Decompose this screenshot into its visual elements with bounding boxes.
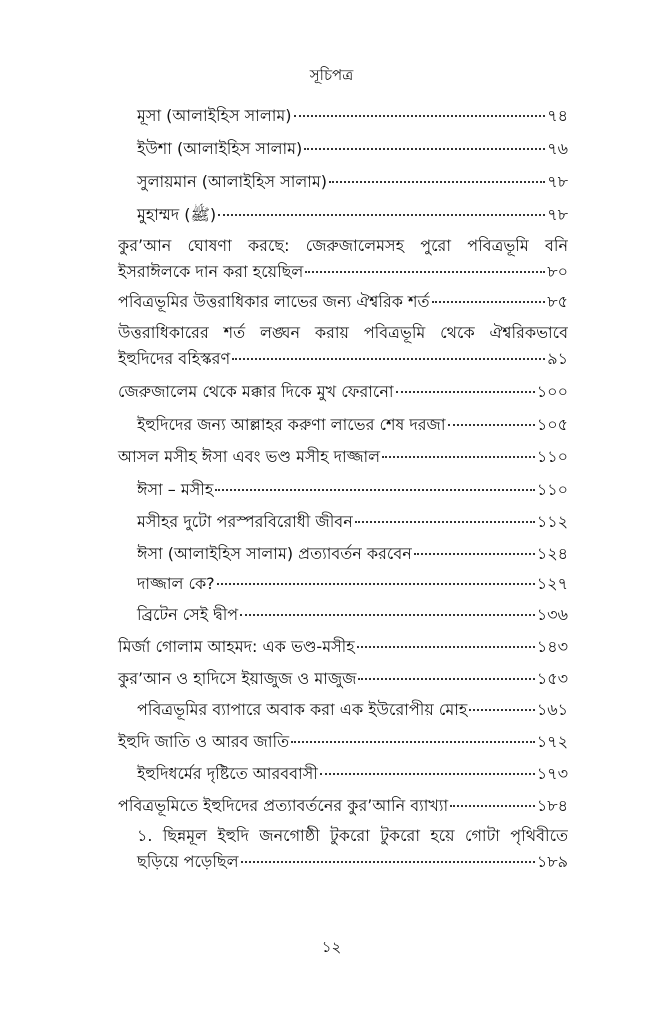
toc-entry-title: মির্জা গোলাম আহমদ: এক ভণ্ড-মসীহ: [118, 637, 355, 656]
toc-entry: [118, 379, 568, 405]
toc-entry-title: ইহুদিদের বহিস্করণ: [118, 349, 231, 368]
toc-entry-page: ৭৮: [547, 205, 568, 224]
toc-entry-page: ৭৪: [547, 106, 568, 125]
toc-entry-title: কুর’আন ও হাদিসে ইয়াজুজ ও মাজুজ: [118, 669, 357, 688]
leader-dots: [215, 489, 535, 491]
toc-entry-page: ১২৪: [536, 544, 568, 563]
leader-dots: [469, 709, 535, 711]
leader-dots: [414, 553, 535, 555]
toc-entry-title: ঈসা (আলাইহিস সালাম) প্রত্যাবর্তন করবেন: [137, 544, 412, 563]
toc-entry-page: ১১০: [536, 480, 568, 499]
leader-dots: [329, 181, 545, 183]
toc-entry: [118, 666, 568, 692]
toc-entry-title: পবিত্রভূমির উত্তরাধিকার লাভের জন্য ঐশ্বরিক শর্ত: [118, 292, 430, 311]
toc-entry-page: ১২৭: [536, 574, 568, 593]
leader-dots: [358, 678, 534, 680]
toc-entry: [137, 697, 568, 723]
toc-entry: [118, 233, 568, 285]
toc-entry-page: ১৬১: [536, 700, 568, 719]
toc-entry-page: ১০০: [536, 382, 568, 401]
toc-entry-title: দাজ্জাল কে?: [137, 574, 215, 593]
toc-entry-page: ৯১: [547, 349, 568, 368]
toc-entry-page: ৮০: [547, 262, 568, 281]
leader-dots: [432, 301, 546, 303]
toc-entry-title: ইহুদিদের জন্য আল্লাহর করুণা লাভের শেষ দরজা: [137, 415, 446, 434]
leader-dots: [448, 424, 535, 426]
toc-entry-title: মসীহর দুটো পরস্পরবিরোধী জীবন: [137, 512, 353, 531]
leader-dots: [396, 391, 535, 393]
toc-entry: [137, 602, 568, 628]
leader-dots: [450, 805, 535, 807]
toc-entry-page: ৮৫: [547, 292, 568, 311]
toc-entry: [137, 541, 568, 567]
toc-entry-title-line1: ১. ছিন্নমূল ইহুদি জনগোষ্ঠী টুকরো টুকরো হয়ে গোটা পৃথিবীতে: [137, 826, 568, 845]
leader-dots: [217, 583, 535, 585]
toc-entry-page: ১৮৪: [536, 796, 568, 815]
toc-entry-title: জেরুজালেম থেকে মক্কার দিকে মুখ ফেরানো: [118, 382, 394, 401]
toc-entry-title-line1: কুর’আন ঘোষণা করছে: জেরুজালেমসহ পুরো পবিত্রভূমি বনি: [118, 236, 568, 255]
leader-dots: [294, 115, 546, 117]
toc-entry-page: ১৭২: [536, 732, 568, 751]
toc-entry: [137, 103, 568, 129]
page-title: সূচিপত্র: [309, 66, 354, 84]
toc-entry-title: সুলায়মান (আলাইহিস সালাম): [137, 172, 328, 191]
toc-entry: [137, 509, 568, 535]
leader-dots: [291, 741, 535, 743]
leader-dots: [305, 271, 545, 273]
toc-entry: [118, 729, 568, 755]
toc-entry-title: ছড়িয়ে পড়েছিল: [137, 852, 239, 871]
toc-entry-title: পবিত্রভূমিতে ইহুদিদের প্রত্যাবর্তনের কুর’আনি ব্যাখ্যা: [118, 796, 449, 815]
toc-entry-title: মুহাম্মদ (ﷺ): [137, 205, 217, 224]
toc-entry-page: ৭৮: [547, 172, 568, 191]
toc-entry: [118, 634, 568, 660]
toc-entry: [137, 823, 568, 875]
toc-entry-title: ঈসা – মসীহ: [137, 480, 214, 499]
leader-dots: [218, 214, 545, 216]
toc-entry-page: ১৪৩: [536, 637, 568, 656]
leader-dots: [382, 456, 535, 458]
toc-entry-title-line1: উত্তরাধিকারের শর্ত লঙ্ঘন করায় পবিত্রভূমি থেকে ঐশ্বরিকভাবে: [118, 323, 568, 342]
toc-entry: [118, 320, 568, 372]
toc-entry: [137, 761, 568, 787]
leader-dots: [304, 148, 545, 150]
toc-entry: [118, 793, 568, 819]
leader-dots: [232, 358, 545, 360]
toc-entry: [118, 289, 568, 315]
toc-entry-title: ইহুদি জাতি ও আরব জাতি: [118, 732, 290, 751]
page-number: ১২: [321, 938, 342, 956]
leader-dots: [320, 773, 535, 775]
toc-entry: [137, 136, 568, 162]
toc-entry-page: ১৫৩: [536, 669, 568, 688]
leader-dots: [240, 614, 535, 616]
toc-entry-page: ১১০: [536, 447, 568, 466]
toc-entry: [137, 202, 568, 228]
toc-entry-title: ইউশা (আলাইহিস সালাম): [137, 139, 303, 158]
toc-entry: [137, 412, 568, 438]
toc-entry-title: পবিত্রভূমির ব্যাপারে অবাক করা এক ইউরোপীয় মোহ: [137, 700, 468, 719]
toc-entry: [137, 477, 568, 503]
leader-dots: [241, 861, 535, 863]
toc-entry: [137, 169, 568, 195]
toc-entry-page: ১৮৯: [536, 852, 568, 871]
toc-entry: [137, 571, 568, 597]
toc-entry-title: ব্রিটেন সেই দ্বীপ: [137, 605, 239, 624]
leader-dots: [355, 521, 535, 523]
toc-entry-title: ইহুদিধর্মের দৃষ্টিতে আরববাসী: [137, 764, 318, 783]
leader-dots: [357, 646, 535, 648]
toc-entry-page: ১৭৩: [536, 764, 568, 783]
toc-entry-title: মূসা (আলাইহিস সালাম): [137, 106, 292, 125]
toc-entry-title: আসল মসীহ ঈসা এবং ভণ্ড মসীহ দাজ্জাল: [118, 447, 381, 466]
toc-entry-page: ১০৫: [536, 415, 568, 434]
toc-entry: [118, 444, 568, 470]
toc-entry-page: ৭৬: [547, 139, 568, 158]
toc-entry-page: ১১২: [536, 512, 568, 531]
toc-entry-page: ১৩৬: [536, 605, 568, 624]
toc-entry-title: ইসরাঈলকে দান করা হয়েছিল: [118, 262, 304, 281]
